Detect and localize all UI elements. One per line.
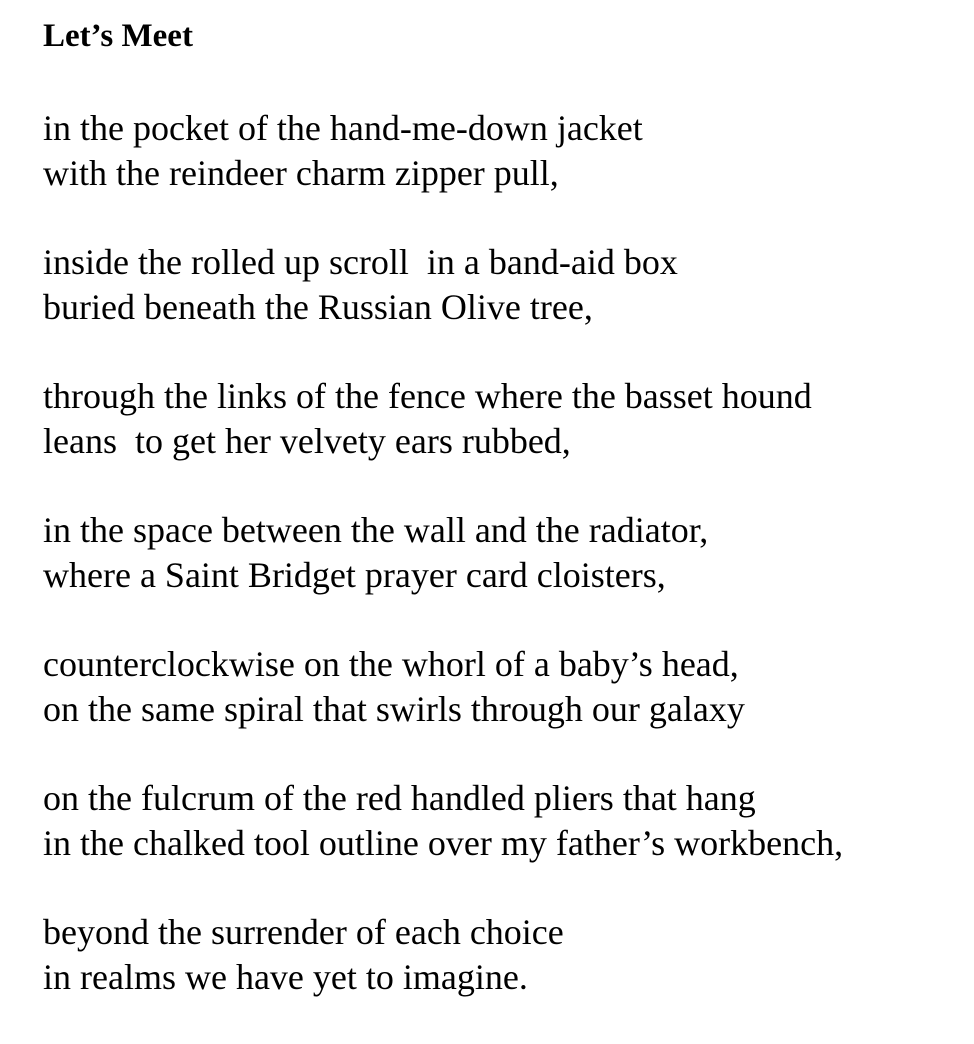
- poem-line: beyond the surrender of each choice: [43, 912, 564, 952]
- stanza-5: [43, 642, 843, 732]
- stanza-2: [43, 240, 843, 330]
- poem-line: through the links of the fence where the basset hound: [43, 376, 812, 416]
- poem-line: on the same spiral that swirls through our galaxy: [43, 689, 745, 729]
- poem-line: buried beneath the Russian Olive tree,: [43, 287, 593, 327]
- poem-line: where a Saint Bridget prayer card cloisters,: [43, 555, 666, 595]
- poem-body: [43, 106, 843, 1044]
- stanza-4: [43, 508, 843, 598]
- poem-line: in the space between the wall and the radiator,: [43, 510, 709, 550]
- stanza-1: [43, 106, 843, 196]
- poem-line: leans to get her velvety ears rubbed,: [43, 421, 571, 461]
- poem-title: Let’s Meet: [43, 18, 193, 54]
- stanza-7: [43, 910, 843, 1000]
- poem-line: on the fulcrum of the red handled pliers that hang: [43, 778, 756, 818]
- poem-line: in realms we have yet to imagine.: [43, 957, 528, 997]
- stanza-6: [43, 776, 843, 866]
- poem-line: in the chalked tool outline over my father’s workbench,: [43, 823, 844, 863]
- poem-line: in the pocket of the hand-me-down jacket: [43, 108, 643, 148]
- poem-line: inside the rolled up scroll in a band-aid box: [43, 242, 678, 282]
- poem-line: with the reindeer charm zipper pull,: [43, 153, 559, 193]
- stanza-3: [43, 374, 843, 464]
- poem-line: counterclockwise on the whorl of a baby’s head,: [43, 644, 739, 684]
